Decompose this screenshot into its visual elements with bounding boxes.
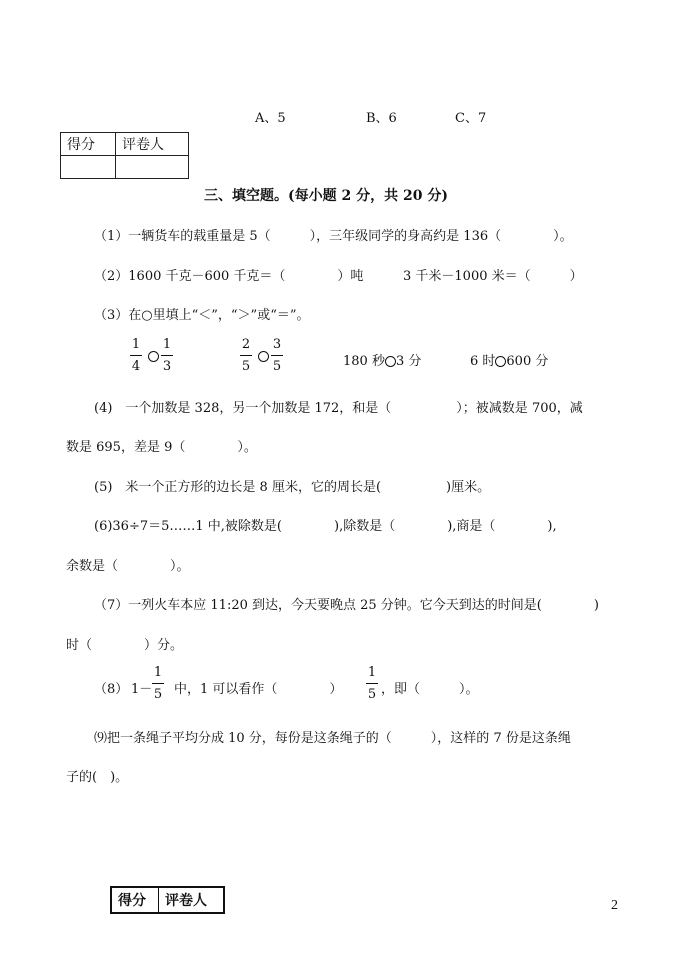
item3-left: 180 秒 xyxy=(343,354,385,369)
score-header: 得分 xyxy=(111,887,159,913)
fraction-2-right xyxy=(271,336,283,375)
grader-header: 评卷人 xyxy=(116,133,189,156)
question-8-fraction-2 xyxy=(366,664,378,703)
item4-right: 600 分 xyxy=(506,354,549,369)
question-7-line1: （7）一列火车本应 11:20 到达，今天要晚点 25 分钟。它今天到达的时间是( ) xyxy=(94,598,599,613)
fraction-numerator: 1 xyxy=(153,665,163,680)
fraction-bar xyxy=(366,683,378,684)
fraction-bar xyxy=(152,683,164,684)
fraction-1-right xyxy=(161,336,173,375)
question-4-line1: (4) 一个加数是 328，另一个加数是 172，和是（ ）；被减数是 700，减 xyxy=(94,401,583,416)
compare-circle xyxy=(385,356,396,367)
section-title: 三、填空题。(每小题 2 分，共 20 分) xyxy=(204,188,448,204)
score-cell xyxy=(61,156,116,179)
question-7-line2: 时（ ）分。 xyxy=(66,638,184,653)
fraction-bar xyxy=(271,355,283,356)
fraction-numerator: 2 xyxy=(241,337,251,352)
fraction-bar xyxy=(161,355,173,356)
question-1: （1）一辆货车的载重量是 5（ ），三年级同学的身高约是 136（ ）。 xyxy=(94,229,573,244)
fraction-denominator: 5 xyxy=(241,359,251,374)
question-6-line1: (6)36÷7＝5……1 中,被除数是( ),除数是（ ),商是（ ), xyxy=(94,519,557,534)
score-header: 得分 xyxy=(61,133,116,156)
compare-circle xyxy=(495,356,506,367)
fraction-denominator: 5 xyxy=(367,687,377,702)
compare-circle xyxy=(258,351,269,362)
fraction-denominator: 5 xyxy=(272,359,282,374)
item4-left: 6 时 xyxy=(470,354,496,369)
fraction-numerator: 1 xyxy=(162,337,172,352)
choice-c: C、7 xyxy=(455,111,487,126)
fraction-denominator: 5 xyxy=(153,687,163,702)
fraction-bar xyxy=(130,355,142,356)
compare-circle xyxy=(148,351,159,362)
question-9-line1: ⑼把一条绳子平均分成 10 分，每份是这条绳子的（ ），这样的 7 份是这条绳 xyxy=(94,731,571,746)
score-table-bottom xyxy=(110,886,225,914)
score-table-top xyxy=(60,132,189,179)
fraction-1-left xyxy=(130,336,142,375)
question-8-expr: 1－ xyxy=(131,682,153,697)
question-3-item4 xyxy=(470,350,548,369)
choice-b: B、6 xyxy=(366,111,397,126)
fraction-denominator: 3 xyxy=(162,359,172,374)
fraction-2-left xyxy=(240,336,252,375)
question-6-line2: 余数是（ ）。 xyxy=(66,559,190,574)
fraction-numerator: 3 xyxy=(272,337,282,352)
question-8-tail: ，即（ ）。 xyxy=(381,682,479,697)
choice-a: A、5 xyxy=(255,111,286,126)
question-3-item3 xyxy=(343,350,421,369)
grader-cell xyxy=(116,156,189,179)
question-8-label: （8） xyxy=(94,682,129,697)
question-3-intro: （3）在○里填上“＜”，“＞”或“＝”。 xyxy=(94,308,310,323)
fraction-numerator: 1 xyxy=(131,337,141,352)
fraction-numerator: 1 xyxy=(367,665,377,680)
question-2-part1: （2）1600 千克－600 千克＝（ ）吨 xyxy=(94,269,364,284)
question-8-middle: 中，1 可以看作（ ） xyxy=(174,682,343,697)
fraction-denominator: 4 xyxy=(131,359,141,374)
question-5: (5) 米一个正方形的边长是 8 厘米，它的周长是( )厘米。 xyxy=(94,480,491,495)
question-8-fraction xyxy=(152,664,164,703)
page-number: 2 xyxy=(611,898,618,913)
fraction-bar xyxy=(240,355,252,356)
grader-header: 评卷人 xyxy=(159,887,225,913)
item3-right: 3 分 xyxy=(395,354,422,369)
question-2-part2: 3 千米－1000 米＝（ ） xyxy=(403,269,583,284)
question-4-line2: 数是 695，差是 9（ ）。 xyxy=(66,440,257,455)
question-9-line2: 子的( )。 xyxy=(66,770,129,785)
